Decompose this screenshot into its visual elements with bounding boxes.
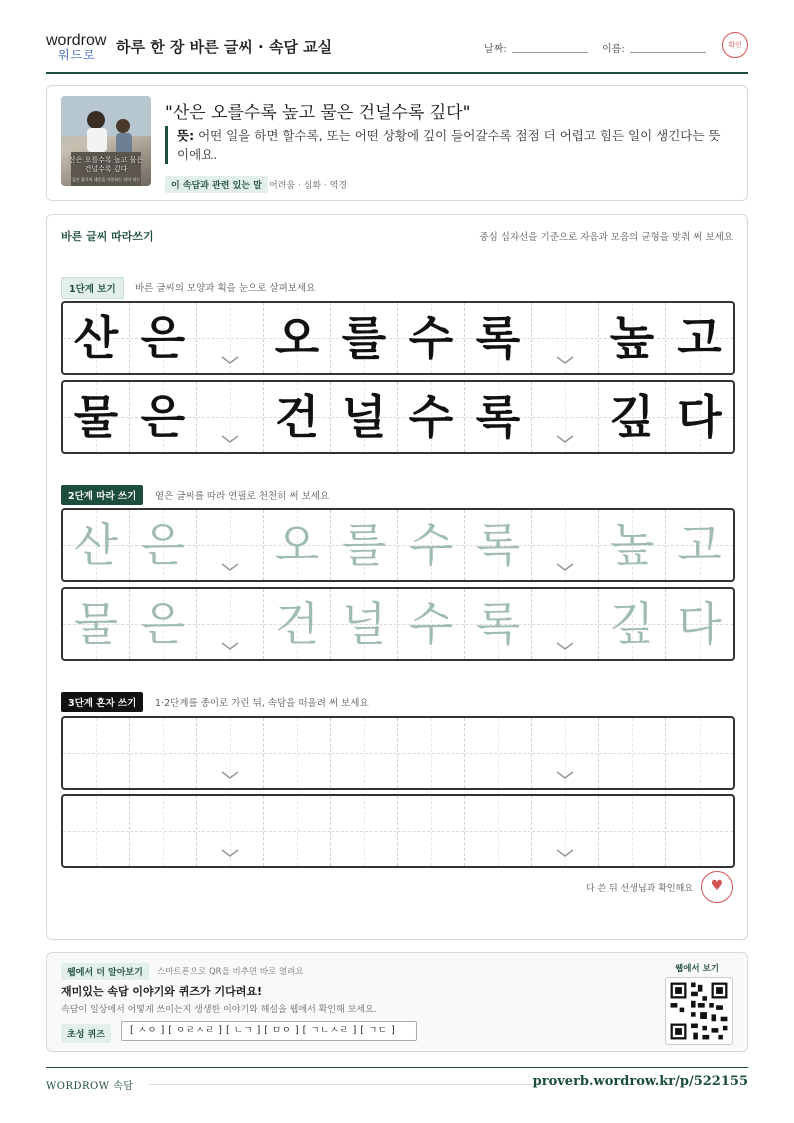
grid-cell (264, 382, 331, 452)
step2-tag: 2단계 따라 쓰기 (61, 485, 143, 505)
grid-cell (197, 303, 264, 373)
practice-glyph: 물 (73, 597, 119, 651)
web-desc: 속담이 일상에서 어떻게 쓰이는지 생생한 이야기와 해설을 웹에서 확인해 보세요. (61, 1005, 377, 1015)
practice-glyph: 널 (341, 597, 387, 651)
grid-cell[interactable] (465, 510, 532, 580)
logo-sub: 워드로 (58, 48, 96, 62)
grid-cell[interactable] (264, 718, 331, 788)
practice-glyph: 널 (341, 390, 387, 444)
grid-cell (532, 382, 599, 452)
practice-glyph: 은 (140, 518, 186, 572)
space-mark-icon (556, 641, 574, 651)
web-tag: 웹에서 더 알아보기 (61, 963, 149, 980)
practice-glyph: 다 (677, 390, 722, 444)
grid-cell (465, 382, 532, 452)
web-promo-section (46, 952, 748, 1052)
grid-cell[interactable] (666, 510, 733, 580)
grid-cell[interactable] (398, 589, 465, 659)
illustration-caption: 산은 오를수록 높고 물은 건널수록 깊다 (68, 156, 144, 173)
practice-glyph: 록 (475, 390, 521, 444)
grid-cell (130, 303, 197, 373)
practice-glyph: 록 (475, 518, 521, 572)
practice-glyph: 산 (73, 311, 119, 365)
grid-cell[interactable] (465, 589, 532, 659)
grid-cell[interactable] (599, 718, 666, 788)
web-view-label: 웹에서 보기 (674, 964, 719, 974)
page-header (46, 30, 748, 74)
practice-glyph: 오 (274, 311, 320, 365)
chosung-quiz-box: [ ㅅㅇ ] [ ㅇㄹㅅㄹ ] [ ㄴㄱ ] [ ㅁㅇ ] [ ㄱㄴㅅㄹ ] [ ㄱㄷ ] (121, 1021, 417, 1041)
practice-glyph: 물 (73, 390, 119, 444)
grid-cell[interactable] (666, 718, 733, 788)
practice-glyph: 오 (274, 518, 320, 572)
grid-cell[interactable] (666, 796, 733, 866)
grid-cell[interactable] (63, 796, 130, 866)
space-mark-icon (221, 641, 239, 651)
practice-glyph: 고 (677, 518, 722, 572)
step3-desc: 1·2단계를 종이로 가린 뒤, 속담을 떠올려 써 보세요 (155, 698, 369, 709)
grid-cell[interactable] (398, 510, 465, 580)
related-words: 어려움 · 심화 · 역경 (269, 181, 348, 191)
practice-glyph: 를 (341, 311, 387, 365)
grid-cell[interactable] (197, 510, 264, 580)
grid-cell (197, 382, 264, 452)
grid-cell[interactable] (599, 510, 666, 580)
practice-glyph: 건 (274, 597, 320, 651)
heart-stamp-icon: ♥ (701, 871, 733, 903)
grid-cell[interactable] (599, 796, 666, 866)
practice-glyph: 높 (609, 518, 655, 572)
grid-cell[interactable] (63, 589, 130, 659)
grid-cell (398, 382, 465, 452)
grid-cell (599, 382, 666, 452)
page-title: 하루 한 장 바른 글씨 · 속담 교실 (116, 38, 333, 56)
step3-row-2[interactable] (61, 794, 735, 868)
check-text: 다 쓴 뒤 선생님과 확인해요 (585, 884, 693, 894)
grid-cell[interactable] (130, 589, 197, 659)
grid-cell[interactable] (130, 718, 197, 788)
qr-code-icon[interactable] (665, 977, 733, 1045)
grid-cell[interactable] (331, 589, 398, 659)
grid-cell (331, 303, 398, 373)
practice-hint: 중심 십자선을 기준으로 자음과 모음의 균형을 맞춰 써 보세요 (479, 232, 733, 243)
step3-row-1[interactable] (61, 716, 735, 790)
proverb-card (46, 85, 748, 201)
footer-url[interactable]: proverb.wordrow.kr/p/522155 (532, 1074, 748, 1089)
grid-cell[interactable] (465, 796, 532, 866)
grid-cell[interactable] (532, 589, 599, 659)
wordrow-logo (46, 34, 106, 62)
grid-cell[interactable] (465, 718, 532, 788)
step2-desc: 옅은 글씨를 따라 연필로 천천히 써 보세요 (155, 491, 330, 502)
grid-cell (599, 303, 666, 373)
practice-glyph: 산 (73, 518, 119, 572)
practice-glyph: 고 (677, 311, 722, 365)
grid-cell (398, 303, 465, 373)
web-headline: 재미있는 속담 이야기와 퀴즈가 기다려요! (61, 985, 262, 998)
practice-glyph: 수 (408, 390, 454, 444)
practice-glyph: 수 (408, 597, 454, 651)
practice-glyph: 은 (140, 390, 186, 444)
step2-row-1[interactable] (61, 508, 735, 582)
step1-desc: 바른 글씨의 모양과 획을 눈으로 살펴보세요 (135, 283, 316, 294)
space-mark-icon (221, 848, 239, 858)
space-mark-icon (221, 770, 239, 780)
grid-cell[interactable] (63, 510, 130, 580)
space-mark-icon (221, 562, 239, 572)
footer-brand: WORDROW 속담 (46, 1081, 134, 1092)
space-mark-icon (221, 434, 239, 444)
practice-glyph: 건 (274, 390, 320, 444)
footer-rule (148, 1084, 538, 1085)
date-field[interactable] (512, 52, 588, 53)
practice-glyph: 깊 (609, 597, 655, 651)
writing-practice-section (46, 214, 748, 940)
practice-glyph: 높 (609, 311, 655, 365)
teacher-stamp-icon: 확인 (722, 32, 748, 58)
step1-tag: 1단계 보기 (61, 277, 124, 299)
grid-cell[interactable] (197, 796, 264, 866)
quiz-tag: 초성 퀴즈 (61, 1024, 111, 1043)
meaning-label: 뜻: (177, 128, 195, 143)
space-mark-icon (556, 434, 574, 444)
grid-cell (532, 303, 599, 373)
grid-cell (666, 382, 733, 452)
footer-divider (46, 1067, 748, 1068)
grid-cell[interactable] (666, 589, 733, 659)
qr-pattern (666, 978, 732, 1044)
grid-cell (63, 382, 130, 452)
space-mark-icon (556, 355, 574, 365)
grid-cell[interactable] (532, 510, 599, 580)
proverb-illustration (61, 96, 151, 186)
grid-cell[interactable] (197, 718, 264, 788)
grid-cell[interactable] (197, 589, 264, 659)
grid-cell[interactable] (398, 796, 465, 866)
grid-cell[interactable] (130, 510, 197, 580)
grid-cell[interactable] (63, 718, 130, 788)
illustration-caption-small: 깊은 위기의 대응을 가중하는 의미 익는 (71, 177, 141, 182)
grid-cell (331, 382, 398, 452)
grid-cell[interactable] (130, 796, 197, 866)
related-tag: 이 속담과 관련 있는 말 (165, 176, 268, 193)
practice-title: 바른 글씨 따라쓰기 (61, 230, 154, 243)
practice-glyph: 를 (341, 518, 387, 572)
space-mark-icon (556, 848, 574, 858)
practice-glyph: 은 (140, 597, 186, 651)
space-mark-icon (221, 355, 239, 365)
step3-tag: 3단계 혼자 쓰기 (61, 692, 143, 712)
proverb-meaning (165, 126, 725, 164)
grid-cell[interactable] (532, 718, 599, 788)
grid-cell[interactable] (398, 718, 465, 788)
grid-cell[interactable] (264, 510, 331, 580)
grid-cell[interactable] (532, 796, 599, 866)
grid-cell (465, 303, 532, 373)
step1-row-1 (61, 301, 735, 375)
grid-cell (666, 303, 733, 373)
grid-cell (63, 303, 130, 373)
practice-glyph: 수 (408, 311, 454, 365)
grid-cell[interactable] (331, 718, 398, 788)
proverb-title: "산은 오를수록 높고 물은 건널수록 깊다" (165, 103, 471, 123)
grid-cell[interactable] (599, 589, 666, 659)
grid-cell[interactable] (331, 796, 398, 866)
step1-row-2 (61, 380, 735, 454)
name-field[interactable] (630, 52, 706, 53)
step2-row-2[interactable] (61, 587, 735, 661)
grid-cell (264, 303, 331, 373)
date-label: 날짜: (484, 44, 507, 55)
practice-glyph: 수 (408, 518, 454, 572)
grid-cell[interactable] (264, 796, 331, 866)
practice-glyph: 은 (140, 311, 186, 365)
meaning-text: 어떤 일을 하면 할수록, 또는 어떤 상황에 깊이 들어갈수록 점점 더 어렵고 힘든 일이 생긴다는 뜻이에요. (177, 128, 721, 162)
logo-text: wordrow (46, 32, 107, 49)
space-mark-icon (556, 770, 574, 780)
grid-cell[interactable] (331, 510, 398, 580)
grid-cell (130, 382, 197, 452)
space-mark-icon (556, 562, 574, 572)
web-sub: 스마트폰으로 QR을 비추면 바로 열려요 (157, 967, 304, 977)
practice-glyph: 깊 (609, 390, 655, 444)
grid-cell[interactable] (264, 589, 331, 659)
practice-glyph: 록 (475, 597, 521, 651)
name-label: 이름: (602, 44, 625, 55)
practice-glyph: 록 (475, 311, 521, 365)
practice-glyph: 다 (677, 597, 722, 651)
